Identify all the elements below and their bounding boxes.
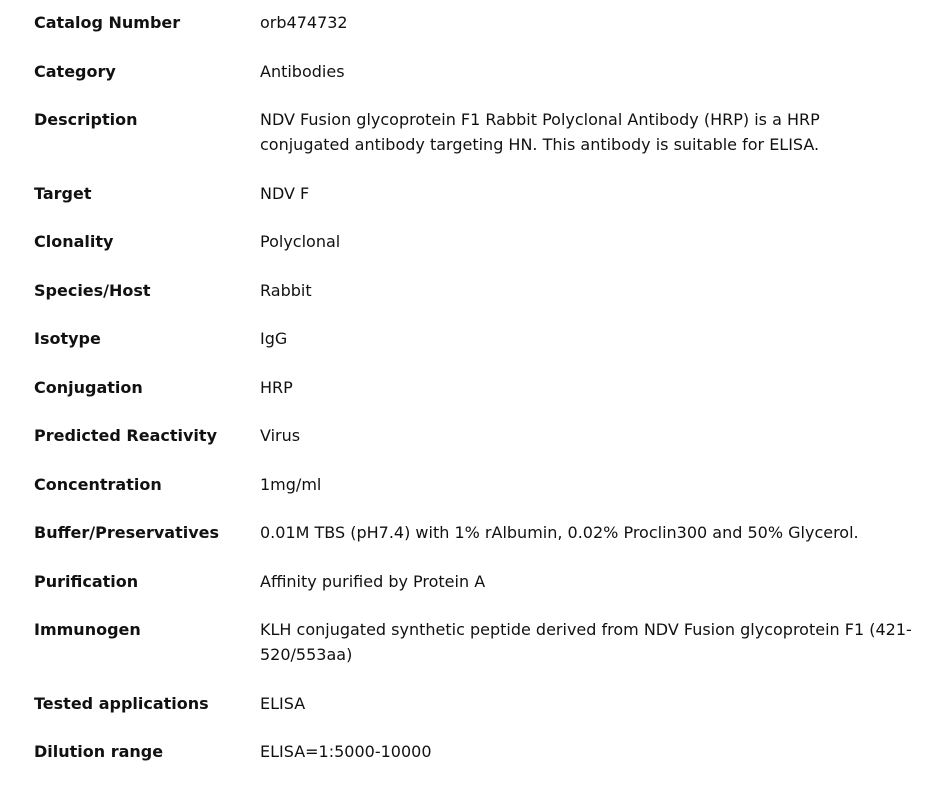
spec-value-line: KLH conjugated synthetic peptide derived from NDV Fusion glycoprotein F1 (421- — [260, 620, 912, 639]
spec-row-purification — [34, 569, 929, 594]
spec-value: NDV F — [260, 183, 310, 203]
spec-row-description — [34, 107, 929, 157]
spec-row-conjugation — [34, 375, 929, 400]
spec-row-target — [34, 181, 929, 206]
spec-label: Predicted Reactivity — [34, 426, 217, 445]
spec-label: Purification — [34, 571, 139, 591]
spec-value: ELISA=1:5000-10000 — [260, 742, 432, 761]
spec-label: Clonality — [34, 232, 114, 251]
spec-label: Isotype — [34, 329, 101, 348]
spec-row-species-host — [34, 278, 929, 303]
spec-label: Species/Host — [34, 280, 151, 300]
spec-label: Buffer/Preservatives — [34, 523, 220, 542]
spec-value: HRP — [260, 377, 293, 397]
spec-value-line: 520/553aa) — [260, 645, 353, 664]
spec-value: Rabbit — [260, 280, 312, 300]
spec-label: Immunogen — [34, 620, 141, 639]
spec-value: ELISA — [260, 693, 306, 713]
spec-value: orb474732 — [260, 13, 348, 32]
spec-value-line: conjugated antibody targeting HN. This antibody is suitable for ELISA. — [260, 135, 820, 154]
spec-label: Conjugation — [34, 377, 143, 397]
spec-value: Antibodies — [260, 61, 345, 81]
spec-row-buffer-preservatives — [34, 520, 929, 545]
spec-label: Concentration — [34, 474, 162, 494]
spec-value-immunogen — [260, 617, 929, 667]
spec-row-predicted-reactivity — [34, 423, 929, 448]
spec-label: Target — [34, 183, 92, 203]
spec-row-dilution-range — [34, 739, 929, 764]
spec-row-immunogen — [34, 617, 929, 667]
product-spec-table — [34, 10, 929, 788]
spec-value-line: NDV Fusion glycoprotein F1 Rabbit Polyclonal Antibody (HRP) is a HRP — [260, 110, 820, 129]
spec-value: Virus — [260, 426, 301, 445]
spec-value: IgG — [260, 329, 288, 348]
spec-label: Dilution range — [34, 742, 164, 761]
spec-label: Catalog Number — [34, 13, 181, 32]
spec-row-concentration — [34, 472, 929, 497]
spec-label: Category — [34, 61, 116, 81]
spec-row-clonality — [34, 229, 929, 254]
spec-value: Affinity purified by Protein A — [260, 571, 486, 591]
spec-row-category — [34, 59, 929, 84]
spec-value: 1mg/ml — [260, 474, 322, 494]
spec-label: Tested applications — [34, 693, 209, 713]
spec-row-tested-applications — [34, 691, 929, 716]
spec-label: Description — [34, 110, 138, 129]
spec-value: Polyclonal — [260, 232, 341, 251]
spec-row-isotype — [34, 326, 929, 351]
spec-row-catalog-number — [34, 10, 929, 35]
spec-value: 0.01M TBS (pH7.4) with 1% rAlbumin, 0.02% Proclin300 and 50% Glycerol. — [260, 523, 859, 542]
spec-value-description — [260, 107, 929, 157]
